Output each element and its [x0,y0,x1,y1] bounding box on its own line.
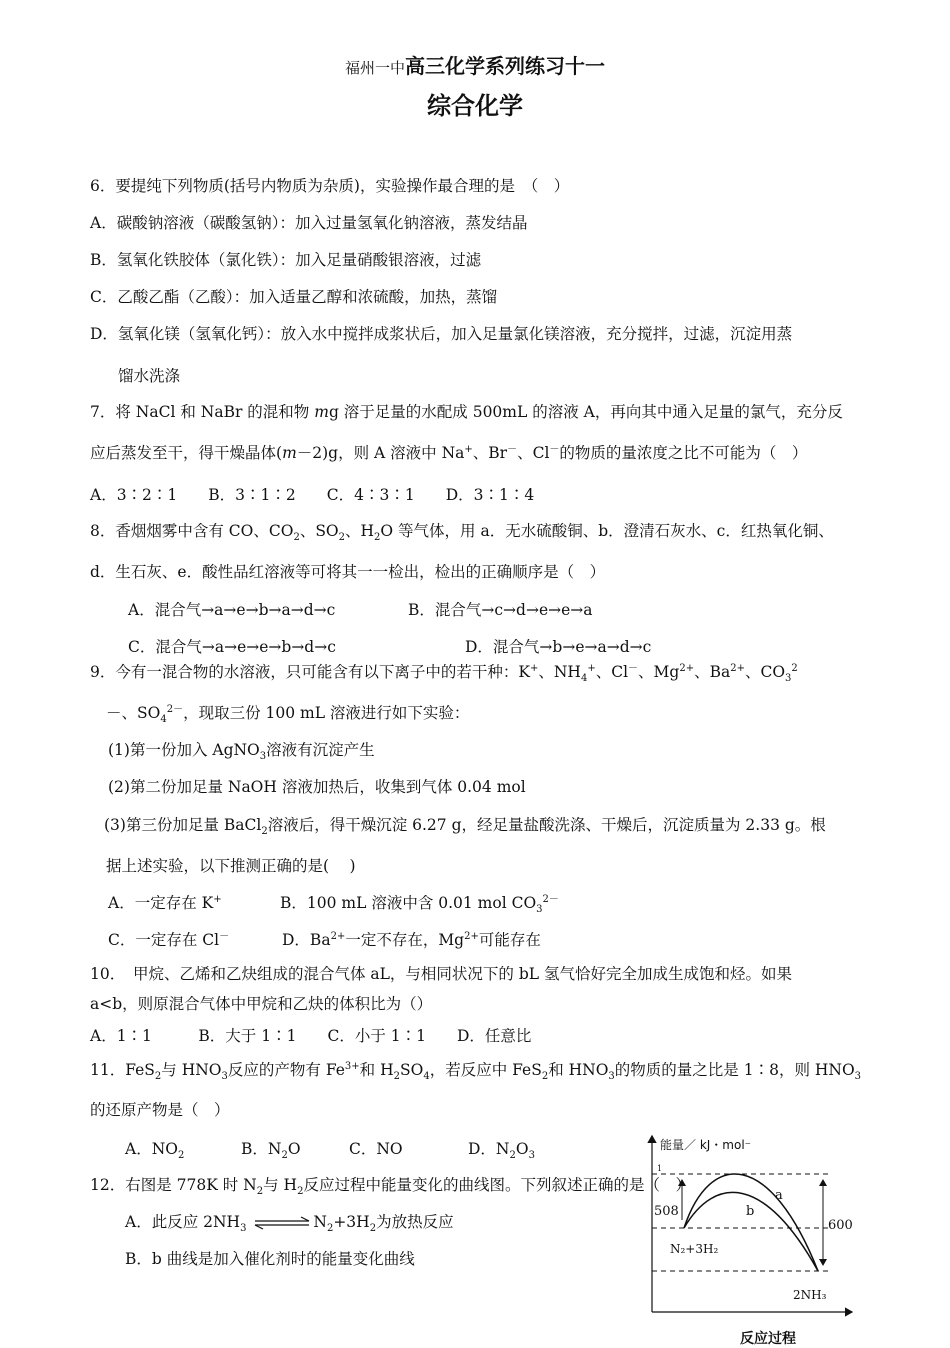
x-axis-label: 反应过程 [740,1331,796,1347]
q8-stem-2: d．生石灰、e．酸性品红溶液等可将其一一检出，检出的正确顺序是（ ） [90,563,606,581]
q12-option-b: B．b 曲线是加入催化剂时的能量变化曲线 [125,1250,415,1268]
q8-option-c: C．混合气→a→e→e→b→d→c [128,638,336,656]
q9-stem-1: 9．今有一混合物的水溶液，只可能含有以下离子中的若干种：K+、$NH_4^+$、Cl－、$Mg^{2+}$、$Ba^{2+}$、$CO_3^2$ [90,662,798,685]
energy-diagram [640,1130,870,1347]
q11-option-c: C．NO [349,1140,403,1158]
top-tick-label: 1 [657,1164,663,1173]
value-508-label: 508 [654,1204,679,1219]
q12-option-a: A．此反应 $2NH_3$ $N_2+3H_2$为放热反应 [125,1213,454,1235]
q9-stem-2: －、$SO_4^{2-}$，现取三份 100 mL 溶液进行如下实验： [106,703,470,726]
q7-options: A．3∶2∶1 B．3∶1∶2 C．4∶3∶1 D．3∶1∶4 [90,486,535,504]
q6-option-a: A．碳酸钠溶液（碳酸氢钠）：加入过量氢氧化钠溶液，蒸发结晶 [90,214,528,232]
q6-stem: 6．要提纯下列物质(括号内物质为杂质)，实验操作最合理的是 （ ） [90,177,570,195]
q9-experiment-3: (3)第三份加足量 BaCl$_2$溶液后，得干燥沉淀 6.27 g，经足量盐酸洗涤、干燥后，沉淀质量为 2.33 g。根 [104,816,826,838]
q7-stem-1: 7．将 NaCl 和 NaBr 的混和物 mg 溶于足量的水配成 500mL 的溶液 A，再向其中通入足量的氯气，充分反 [90,403,843,421]
worksheet-header [0,50,950,79]
q7-stem-2: 应后蒸发至干，得干燥晶体(m－2)g，则 A 溶液中 Na+、Br－、Cl－的物质的量浓度之比不可能为（ ） [90,443,808,462]
worksheet-subtitle: 综合化学 [427,91,523,120]
q11-option-d: D．$N_2O_3$ [468,1140,535,1162]
reactant-label: N₂+3H₂ [670,1242,719,1256]
curve-b-label: b [746,1204,755,1219]
worksheet-title: 高三化学系列练习十一 [405,54,605,78]
q11-stem-1: 11．FeS$_2$与 $HNO_3$反应的产物有 $Fe^{3+}$和 $H_2SO_4$，若反应中 FeS$_2$和 $HNO_3$的物质的量之比是 1∶8，则 $HNO_3$ [90,1060,862,1083]
q10-options: A．1∶1 B．大于 1∶1 C．小于 1∶1 D．任意比 [90,1027,532,1045]
curve-a [684,1174,818,1271]
q9-option-c: C．一定存在 Cl－ [108,930,230,949]
equilibrium-arrow-icon [253,1216,311,1230]
q9-experiment-1: (1)第一份加入 AgNO$_3$溶液有沉淀产生 [108,741,375,763]
product-label: 2NH₃ [793,1288,827,1302]
q9-stem-3: 据上述实验，以下推测正确的是( ) [106,857,356,875]
school-name: 福州一中 [344,59,405,77]
q9-option-a: A．一定存在 K+ [108,893,222,912]
q12-stem: 12．右图是 778K 时 $N_2$与 $H_2$反应过程中能量变化的曲线图。下列叙述正确的是（ ） [90,1176,691,1198]
q6-option-b: B．氢氧化铁胶体（氯化铁）：加入足量硝酸银溶液，过滤 [90,251,482,269]
q6-option-d: D．氢氧化镁（氢氧化钙）：放入水中搅拌成浆状后，加入足量氯化镁溶液，充分搅拌，过滤，沉淀用蒸 [90,325,793,343]
q9-experiment-2: (2)第二份加足量 NaOH 溶液加热后，收集到气体 0.04 mol [108,778,526,796]
q8-option-d: D．混合气→b→e→a→d→c [465,638,652,656]
y-axis-label: 能量／ kJ・mol⁻ [660,1138,752,1152]
q6-option-c: C．乙酸乙酯（乙酸）：加入适量乙醇和浓硫酸，加热，蒸馏 [90,288,498,306]
value-600-label: 600 [828,1218,853,1233]
q9-option-d: D．$Ba^{2+}$一定不存在，$Mg^{2+}$可能存在 [282,930,541,949]
q6-option-d-cont: 馏水洗涤 [118,367,181,385]
q11-stem-2: 的还原产物是（ ） [90,1101,230,1119]
q9-option-b: B．100 mL 溶液中含 0.01 mol $CO_3^{2-}$ [280,893,559,916]
q10-stem-1: 10． 甲烷、乙烯和乙炔组成的混合气体 aL，与相同状况下的 bL 氢气恰好完全加成生成饱和烃。如果 [90,965,793,983]
q11-option-b: B．$N_2O$ [241,1140,301,1162]
q8-option-b: B．混合气→c→d→e→e→a [408,601,593,619]
q8-option-a: A．混合气→a→e→b→a→d→c [128,601,336,619]
q11-option-a: A．$NO_2$ [125,1140,185,1162]
q8-stem-1: 8．香烟烟雾中含有 CO、$CO_2$、$SO_2$、$H_2O$ 等气体，用 a．无水硫酸铜、b．澄清石灰水、c．红热氧化铜、 [90,522,834,544]
q10-stem-2: a<b，则原混合气体中甲烷和乙炔的体积比为（） [90,995,433,1013]
curve-a-label: a [775,1188,783,1203]
